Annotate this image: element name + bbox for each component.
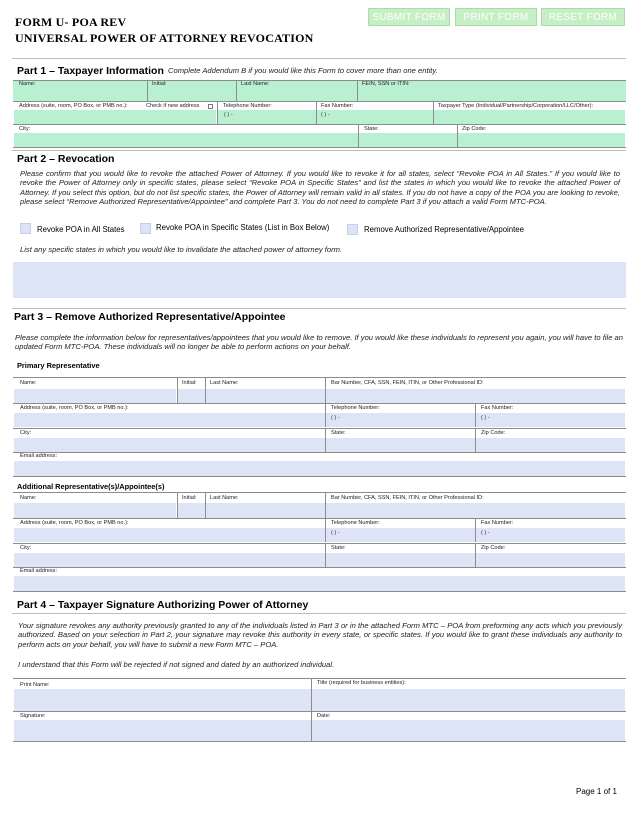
taxpayer-state-input[interactable] xyxy=(359,133,457,147)
signature-label: Signature: xyxy=(20,713,46,719)
form-id: FORM U- POA REV xyxy=(15,15,127,29)
rep1-id-label: Bar Number, CFA, SSN, FEIN, ITIN, or Other Professional ID: xyxy=(331,380,484,386)
new-address-checkbox[interactable] xyxy=(208,104,213,109)
rep2-id-label: Bar Number, CFA, SSN, FEIN, ITIN, or Other Professional ID: xyxy=(331,495,484,501)
rep2-email-input[interactable] xyxy=(14,576,625,591)
rep1-last-name-label: Last Name: xyxy=(210,380,239,386)
rep2-state-input[interactable] xyxy=(326,553,475,567)
fein-input[interactable] xyxy=(358,88,625,101)
rep2-email-label: Email address: xyxy=(20,568,57,574)
part2-heading: Part 2 – Revocation xyxy=(17,153,115,165)
part3-instructions: Please complete the information below for representatives/appointees that you would like to remove. If you would like these individuals to represent you again, you will have to file an updated Form MTC-POA. These individuals will no longer be able to perform actions on your behalf. xyxy=(15,333,623,352)
revoke-all-states-label: Revoke POA in All States xyxy=(37,225,125,234)
signature-input[interactable] xyxy=(14,720,311,741)
signature-warning: I understand that this Form will be rejected if not signed and dated by an authorized individual. xyxy=(18,660,335,669)
rep2-zip-label: Zip Code: xyxy=(481,545,506,551)
rep2-last-name-input[interactable] xyxy=(206,503,325,518)
primary-representative-heading: Primary Representative xyxy=(17,361,100,370)
rep1-city-input[interactable] xyxy=(14,438,325,452)
telephone-label: Telephone Number: xyxy=(223,103,272,109)
rep1-id-input[interactable] xyxy=(326,389,625,403)
rep2-initial-label: Initial: xyxy=(182,495,197,501)
city-label: City: xyxy=(19,126,31,132)
specific-states-textarea[interactable] xyxy=(13,262,626,298)
rep2-telephone-input[interactable]: ( ) - xyxy=(326,528,475,542)
zip-label: Zip Code: xyxy=(462,126,487,132)
rep2-city-label: City: xyxy=(20,545,32,551)
rep1-state-input[interactable] xyxy=(326,438,475,452)
rep2-name-label: Name: xyxy=(20,495,37,501)
additional-representatives-heading: Additional Representative(s)/Appointee(s) xyxy=(17,482,165,491)
rep2-address-label: Address (suite, room, PO Box, or PMB no.): xyxy=(20,520,129,526)
rep2-city-input[interactable] xyxy=(14,553,325,567)
title-label: Title (required for business entities): xyxy=(317,680,406,686)
rep2-fax-label: Fax Number: xyxy=(481,520,514,526)
rep1-last-name-input[interactable] xyxy=(206,389,325,403)
form-title: UNIVERSAL POWER OF ATTORNEY REVOCATION xyxy=(15,31,314,45)
taxpayer-type-label: Taxpayer Type (Individual/Partnership/Corporation/LLC/Other): xyxy=(438,103,594,109)
initial-label: Initial: xyxy=(152,81,167,87)
rep2-address-input[interactable] xyxy=(14,528,325,542)
taxpayer-type-input[interactable] xyxy=(434,110,625,124)
rep1-initial-input[interactable] xyxy=(178,389,205,403)
taxpayer-zip-input[interactable] xyxy=(458,133,625,147)
taxpayer-telephone-input[interactable]: ( ) - xyxy=(218,110,316,124)
rep1-zip-input[interactable] xyxy=(476,438,625,452)
date-input[interactable] xyxy=(312,720,625,741)
address-label: Address (suite, room, PO Box, or PMB no.): xyxy=(19,103,128,109)
check-new-address-label: Check if new address xyxy=(146,103,200,109)
rep1-city-label: City: xyxy=(20,430,32,436)
part1-note: Complete Addendum B if you would like this Form to cover more than one entity. xyxy=(168,66,438,75)
taxpayer-last-name-input[interactable] xyxy=(237,88,357,101)
rep1-name-label: Name: xyxy=(20,380,37,386)
rep1-address-label: Address (suite, room, PO Box, or PMB no.): xyxy=(20,405,129,411)
rep1-address-input[interactable] xyxy=(14,413,325,427)
title-input[interactable] xyxy=(312,689,625,711)
rep1-state-label: State: xyxy=(331,430,346,436)
part3-heading: Part 3 – Remove Authorized Representative/Appointee xyxy=(14,311,286,323)
taxpayer-city-input[interactable] xyxy=(14,133,358,147)
page-number: Page 1 of 1 xyxy=(576,787,617,796)
part4-instructions: Your signature revokes any authority previously granted to any of the individuals listed in Part 3 or in the attached Form MTC – POA from preforming any acts which you previously authorized. Based on your selection in Part 2, your signature may revoke this authority in every state, or specific states. If you would like to grant these individuals any authority to perform acts on your behalf, you will have to submit a new Form MTC – POA. xyxy=(18,621,622,649)
rep2-initial-input[interactable] xyxy=(178,503,205,518)
part4-heading: Part 4 – Taxpayer Signature Authorizing Power of Attorney xyxy=(17,599,309,611)
fein-label: FEIN, SSN or ITIN: xyxy=(362,81,410,87)
rep1-initial-label: Initial: xyxy=(182,380,197,386)
remove-representative-label: Remove Authorized Representative/Appointee xyxy=(364,225,524,234)
revoke-specific-states-checkbox[interactable] xyxy=(140,223,151,234)
rep2-id-input[interactable] xyxy=(326,503,625,518)
rep2-zip-input[interactable] xyxy=(476,553,625,567)
rep1-telephone-label: Telephone Number: xyxy=(331,405,380,411)
print-name-input[interactable] xyxy=(14,689,311,711)
rep2-telephone-label: Telephone Number: xyxy=(331,520,380,526)
rep1-email-input[interactable] xyxy=(14,461,625,476)
print-form-button[interactable]: PRINT FORM xyxy=(455,8,537,26)
last-name-label: Last Name: xyxy=(241,81,270,87)
rep2-name-input[interactable] xyxy=(14,503,176,518)
rep2-state-label: State: xyxy=(331,545,346,551)
part2-instructions: Please confirm that you would like to revoke the attached Power of Attorney. If you would like to revoke it for all states, select “Revoke POA in All States.” If you would like to revoke the Power of Attorney only in specific states, please select “Revoke POA in Specific States” and list the states in which you would like to revoke the attached Power of Attorney. If you select this option, but do not list specific states, the Power of Attorney will remain valid in all states. If you do not have a copy of the POA you are looking to revoke, please select “Remove Authorized Representative/Appointee” and complete Part 3. You do not need to complete Part 3 if you attach a valid Form MTC-POA. xyxy=(20,169,620,207)
state-label: State: xyxy=(364,126,379,132)
submit-form-button[interactable]: SUBMIT FORM xyxy=(368,8,450,26)
print-name-label: Print Name: xyxy=(20,682,50,688)
rep1-email-label: Email address: xyxy=(20,453,57,459)
rep1-zip-label: Zip Code: xyxy=(481,430,506,436)
states-list-prompt: List any specific states in which you would like to invalidate the attached power of attorney form. xyxy=(20,245,343,254)
revoke-specific-states-label: Revoke POA in Specific States (List in Box Below) xyxy=(156,223,330,232)
rep1-fax-label: Fax Number: xyxy=(481,405,514,411)
rep2-last-name-label: Last Name: xyxy=(210,495,239,501)
part1-heading: Part 1 – Taxpayer Information xyxy=(17,65,164,77)
taxpayer-address-input[interactable] xyxy=(14,110,216,124)
divider xyxy=(12,58,626,59)
rep1-telephone-input[interactable]: ( ) - xyxy=(326,413,475,427)
taxpayer-initial-input[interactable] xyxy=(148,88,236,101)
name-label: Name: xyxy=(19,81,36,87)
taxpayer-fax-input[interactable]: ( ) - xyxy=(317,110,433,124)
rep2-fax-input[interactable]: ( ) - xyxy=(476,528,625,542)
rep1-name-input[interactable] xyxy=(14,389,176,403)
date-label: Date: xyxy=(317,713,331,719)
taxpayer-name-input[interactable] xyxy=(14,88,147,101)
remove-representative-checkbox[interactable] xyxy=(347,224,358,235)
fax-label: Fax Number: xyxy=(321,103,354,109)
revoke-all-states-checkbox[interactable] xyxy=(20,223,31,234)
reset-form-button[interactable]: RESET FORM xyxy=(541,8,625,26)
rep1-fax-input[interactable]: ( ) - xyxy=(476,413,625,427)
